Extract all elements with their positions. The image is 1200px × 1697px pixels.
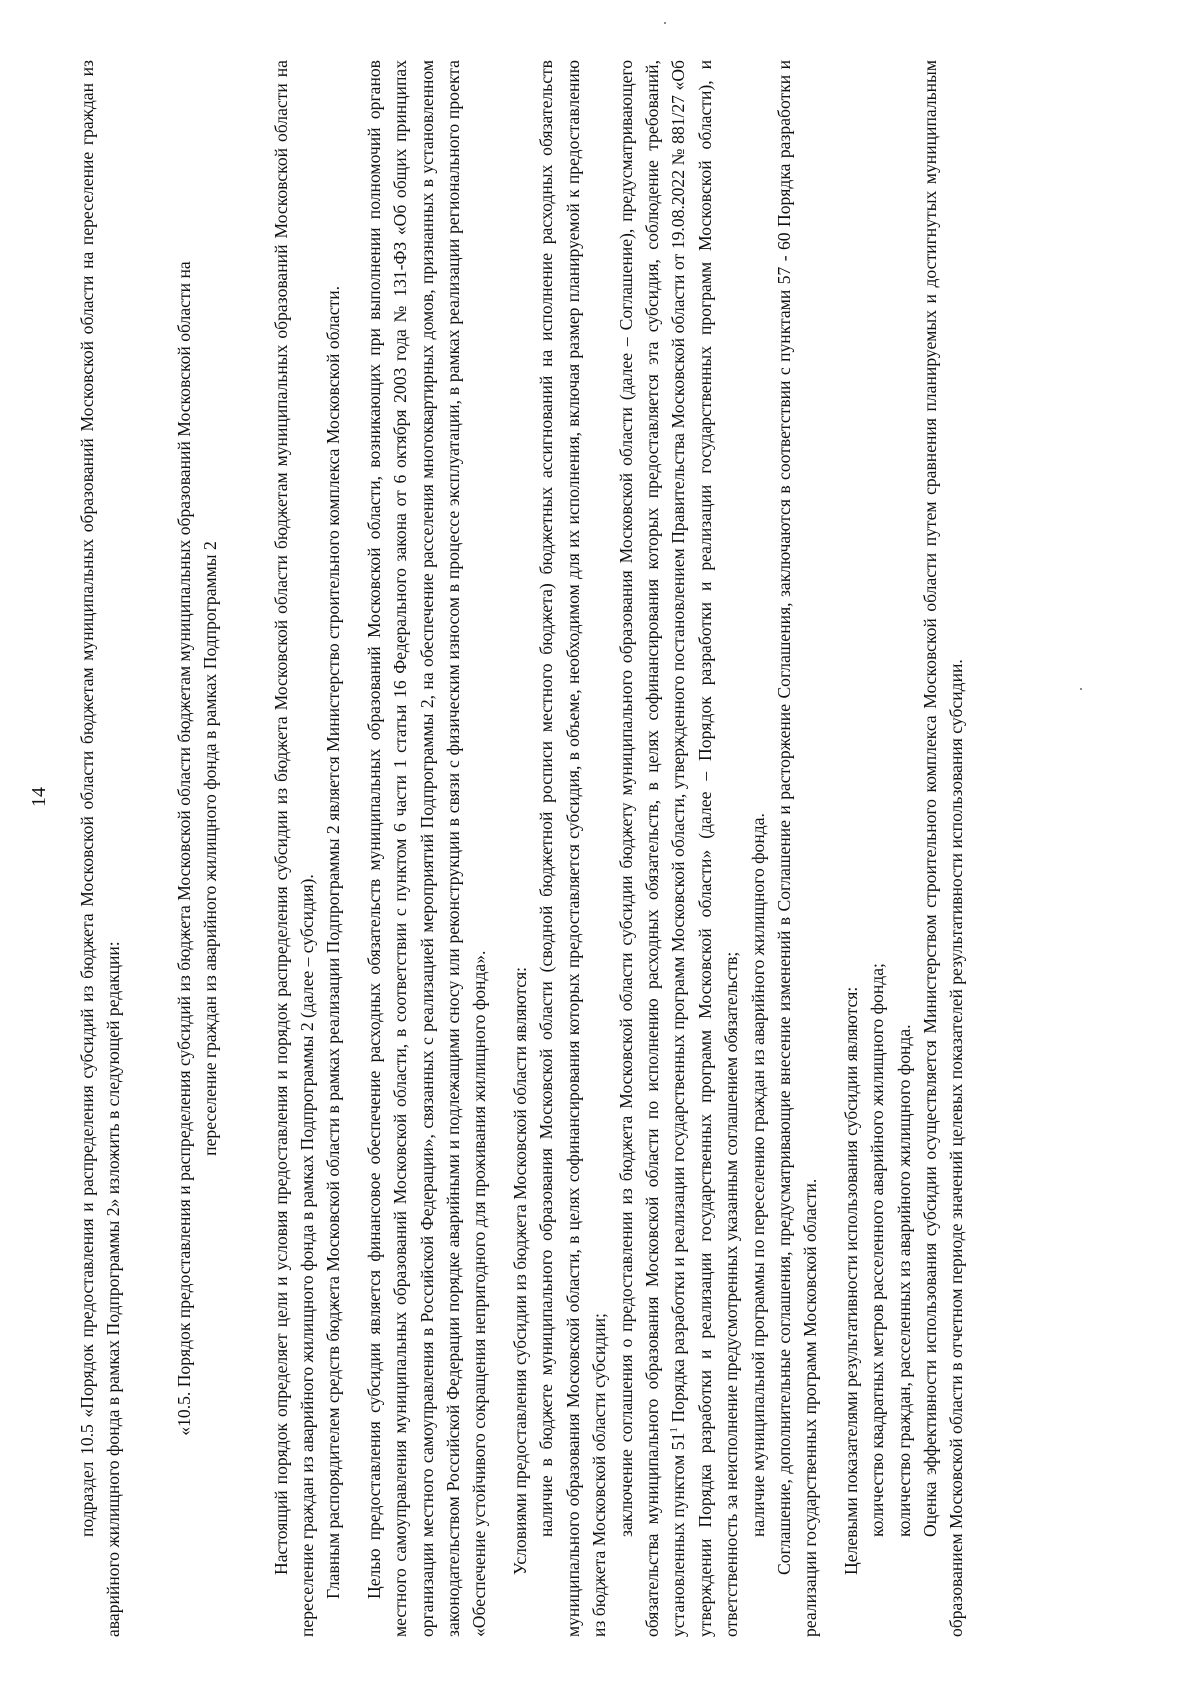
paragraph-administrator: Главным распорядителем средств бюджета Московской области в рамках реализации Подпрограммы 2 является Министерство строительного комплекса Московской области. xyxy=(323,285,344,1599)
indicator-square-meters: количество квадратных метров расселенного аварийного жилищного фонда; xyxy=(867,963,888,1537)
condition-agreement-text-a: заключение соглашения о предоставлении из бюджета Московской области субсидии бюджету муниципального образования Московской области (далее – Соглашение), предусматривающего обязательства муниципального образования Московской области по исполнению расходных обязательств, в целях софинансирования которых предоставляется эта субсидия, соблюдение требований, установленных пунктом 51 xyxy=(615,60,689,1637)
scan-speck xyxy=(1080,688,1082,690)
indicator-citizens: количество граждан, расселенных из аварийного жилищного фонда. xyxy=(893,1024,914,1537)
condition-agreement-text-b: Порядка разработки и реализации государственных программ Московской области, утвержденного постановлением Правительства Московской области от 19.08.2022 № 881/27 «Об утверждении Порядка разработки и реализации государственных программ Московской области» (далее – Порядок разработки и реализации государственных программ Московской области), и ответственность за неисполнение предусмотренных указанным соглашением обязательств; xyxy=(668,60,742,1637)
condition-program: наличие муниципальной программы по переселению граждан из аварийного жилищного фонда. xyxy=(747,813,768,1537)
paragraph-indicators: Целевыми показателями результативности использования субсидии являются: xyxy=(840,986,861,1575)
condition-agreement xyxy=(613,60,745,1637)
paragraph-purpose: Настоящий порядок определяет цели и условия предоставления и порядок распределения субсидии из бюджета Московской области бюджетам муниципальных образований Московской области на переселение граждан из аварийного жилищного фонда в рамках Подпрограммы 2 (далее – субсидия). xyxy=(270,60,318,1637)
document-body xyxy=(74,60,970,1637)
intro-paragraph: подраздел 10.5 «Порядок предоставления и распределения субсидий из бюджета Московской области бюджетам муниципальных образований Московской области на переселение граждан из аварийного жилищного фонда в рамках Подпрограммы 2» изложить в следующей редакции: xyxy=(77,60,124,1637)
condition-budget: наличие в бюджете муниципального образования Московской области (сводной бюджетной росписи местного бюджета) бюджетных ассигнований на исполнение расходных обязательств муниципального образования Московской области, в целях софинансирования которых предоставляется субсидия, в объеме, необходимом для их исполнения, включая размер планируемой к предоставлению из бюджета Московской области субсидии; xyxy=(536,60,610,1637)
paragraph-goal: Целью предоставления субсидии является финансовое обеспечение расходных обязательств муниципальных образований Московской области, возникающих при выполнении полномочий органов местного самоуправления муниципальных образований Московской области, в соответствии с пунктом 6 части 1 статьи 16 Федерального закона от 6 октября 2003 года № 131-ФЗ «Об общих принципах организации местного самоуправления в Российской Федерации», связанных с реализацией мероприятий Подпрограммы 2, на обеспечение расселения многоквартирных домов, признанных в установленном законодательством Российской Федерации порядке аварийными и подлежащими сносу или реконструкции в связи с физическим износом в процессе эксплуатации, в рамках реализации регионального проекта «Обеспечение устойчивого сокращения непригодного для проживания жилищного фонда». xyxy=(363,60,490,1637)
page-number: 14 xyxy=(28,787,50,807)
paragraph-evaluation: Оценка эффективности использования субсидии осуществляется Министерством строительного комплекса Московской области путем сравнения планируемых и достигнутых муниципальным образованием Московской области в отчетном периоде значений целевых показателей результативности использования субсидии. xyxy=(919,60,967,1637)
footnote-superscript: 1 xyxy=(668,1427,681,1433)
scan-speck xyxy=(664,22,666,24)
paragraph-conditions: Условиями предоставления субсидии из бюджета Московской области являются: xyxy=(509,966,530,1575)
paragraph-agreements: Соглашение, дополнительные соглашения, предусматривающие внесение изменений в Соглашение и расторжение Соглашения, заключаются в соответствии с пунктами 57 - 60 Порядка разработки и реализации государственных программ Московской области. xyxy=(773,60,821,1637)
section-heading: «10.5. Порядок предоставления и распределения субсидий из бюджета Московской области бюджетам муниципальных образований Московской области на переселение граждан из аварийного жилищного фонда в рамках Подпрограммы 2 xyxy=(173,261,221,1436)
